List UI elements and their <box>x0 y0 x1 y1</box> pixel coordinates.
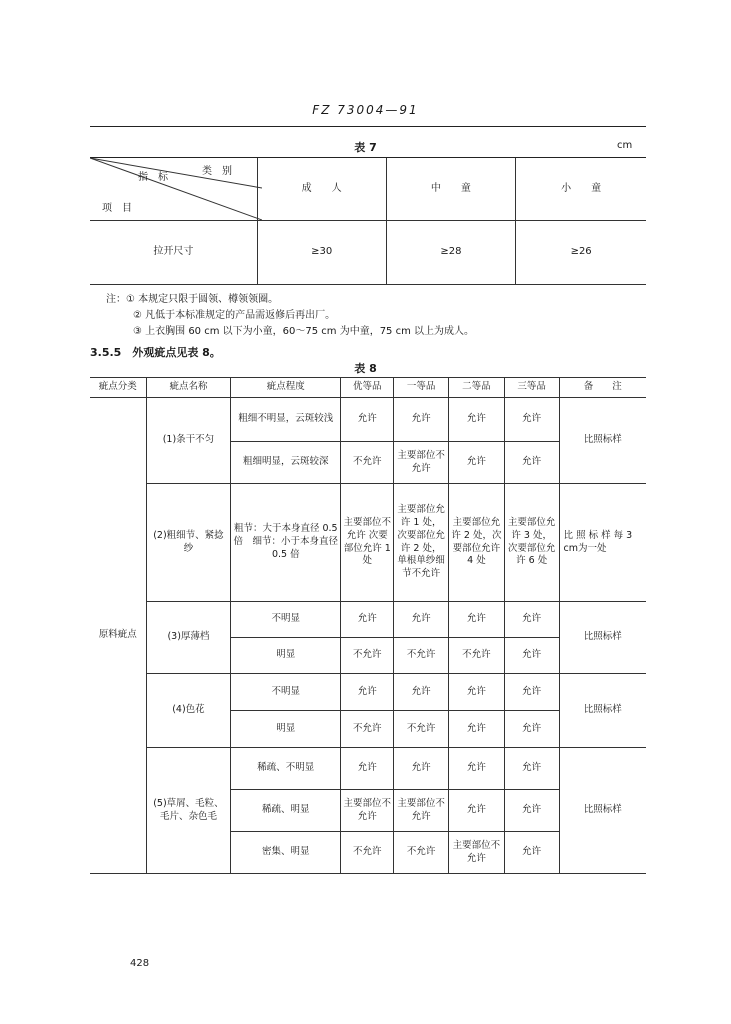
diag-label-item: 项 目 <box>102 203 132 214</box>
grade-value: 不允许 <box>394 832 449 874</box>
defect-name: (5)草屑、毛粒、毛片、杂色毛 <box>146 748 231 874</box>
grade-value: 不允许 <box>449 638 505 674</box>
grade-value: 主要部位不允许 <box>394 790 449 832</box>
grade-value: 主要部位不允许 <box>394 442 449 484</box>
grade-value: 不允许 <box>341 638 394 674</box>
grade-value: 允许 <box>394 602 449 638</box>
table8-header: 疵点程度 <box>231 378 341 398</box>
diag-label-category: 类 别 <box>202 166 232 177</box>
table8-header: 优等品 <box>341 378 394 398</box>
grade-value: 允许 <box>449 790 505 832</box>
grade-value: 允许 <box>394 748 449 790</box>
defect-degree: 粗细不明显，云斑较浅 <box>231 398 341 442</box>
grade-value: 允许 <box>504 602 559 638</box>
table7-col-middle-child: 中 童 <box>386 158 516 220</box>
defect-category: 原料疵点 <box>90 398 146 874</box>
defect-name: (1)条干不匀 <box>146 398 231 484</box>
defect-name: (2)粗细节、紧捻纱 <box>146 484 231 602</box>
remark: 比 照 标 样 每 3 cm为一处 <box>559 484 646 602</box>
grade-value: 允许 <box>504 442 559 484</box>
table7-col-small-child: 小 童 <box>516 158 646 220</box>
defect-degree: 密集、明显 <box>231 832 341 874</box>
table7-unit: cm <box>617 140 633 151</box>
grade-value: 不允许 <box>394 711 449 748</box>
grade-value: 允许 <box>449 602 505 638</box>
defect-degree: 明显 <box>231 711 341 748</box>
table7-col-adult: 成 人 <box>257 158 386 220</box>
grade-value: 允许 <box>341 398 394 442</box>
table8-header: 疵点分类 <box>90 378 146 398</box>
grade-value: 允许 <box>504 398 559 442</box>
diag-label-indicator: 指 标 <box>138 172 168 183</box>
remark: 比照标样 <box>559 398 646 484</box>
grade-value: 允许 <box>449 748 505 790</box>
grade-value: 允许 <box>504 711 559 748</box>
note-3: ③ 上衣胸围 60 cm 以下为小童，60～75 cm 为中童，75 cm 以上为成人。 <box>133 326 475 337</box>
table8-header: 一等品 <box>394 378 449 398</box>
defect-degree: 稀疏、不明显 <box>231 748 341 790</box>
grade-value: 允许 <box>341 748 394 790</box>
grade-value: 允许 <box>504 638 559 674</box>
grade-value: 不允许 <box>341 442 394 484</box>
grade-value: 允许 <box>504 748 559 790</box>
grade-value: 主要部位不允许 次要部位允许 1 处 <box>341 484 394 602</box>
grade-value: 不允许 <box>394 638 449 674</box>
table7-value: ≥28 <box>386 220 516 284</box>
section-heading: 3.5.5 外观疵点见表 8。 <box>90 346 221 359</box>
grade-value: 允许 <box>341 602 394 638</box>
grade-value: 允许 <box>504 790 559 832</box>
grade-value: 允许 <box>394 674 449 711</box>
grade-value: 允许 <box>449 442 505 484</box>
grade-value: 不允许 <box>341 832 394 874</box>
grade-value: 允许 <box>449 398 505 442</box>
defect-degree: 不明显 <box>231 602 341 638</box>
table8-header: 疵点名称 <box>146 378 231 398</box>
defect-degree: 粗节：大于本身直径 0.5 倍 细节：小于本身直径 0.5 倍 <box>231 484 341 602</box>
grade-value: 允许 <box>341 674 394 711</box>
table7-value: ≥26 <box>516 220 646 284</box>
table8-header: 二等品 <box>449 378 505 398</box>
defect-name: (3)厚薄档 <box>146 602 231 674</box>
table8-caption: 表 8 <box>354 362 377 375</box>
grade-value: 主要部位允许 3 处，次要部位允许 6 处 <box>504 484 559 602</box>
remark: 比照标样 <box>559 674 646 748</box>
defect-degree: 稀疏、明显 <box>231 790 341 832</box>
defect-degree: 明显 <box>231 638 341 674</box>
table7-diagonal-header <box>90 158 257 220</box>
grade-value: 允许 <box>449 711 505 748</box>
defect-degree: 粗细明显，云斑较深 <box>231 442 341 484</box>
page-number: 428 <box>130 958 150 969</box>
remark: 比照标样 <box>559 748 646 874</box>
grade-value: 主要部位允许 1 处，次要部位允许 2 处，单根单纱细节不允许 <box>394 484 449 602</box>
grade-value: 允许 <box>504 674 559 711</box>
table7-caption: 表 7 <box>354 141 377 154</box>
table8-header: 备 注 <box>559 378 646 398</box>
note-2: ② 凡低于本标准规定的产品需返修后再出厂。 <box>133 310 336 321</box>
note-1: 注：① 本规定只限于圆领、樽领领圈。 <box>106 294 279 305</box>
table8-header: 三等品 <box>504 378 559 398</box>
table8 <box>90 377 646 874</box>
grade-value: 主要部位不允许 <box>449 832 505 874</box>
grade-value: 允许 <box>449 674 505 711</box>
defect-degree: 不明显 <box>231 674 341 711</box>
grade-value: 主要部位允许 2 处，次要部位允许 4 处 <box>449 484 505 602</box>
grade-value: 允许 <box>394 398 449 442</box>
table7-row-label: 拉开尺寸 <box>90 220 257 284</box>
remark: 比照标样 <box>559 602 646 674</box>
table7-value: ≥30 <box>257 220 386 284</box>
grade-value: 不允许 <box>341 711 394 748</box>
grade-value: 主要部位不允许 <box>341 790 394 832</box>
grade-value: 允许 <box>504 832 559 874</box>
table7 <box>90 158 646 285</box>
document-id: FZ 73004—91 <box>312 103 419 117</box>
header-rule <box>90 126 646 127</box>
defect-name: (4)色花 <box>146 674 231 748</box>
